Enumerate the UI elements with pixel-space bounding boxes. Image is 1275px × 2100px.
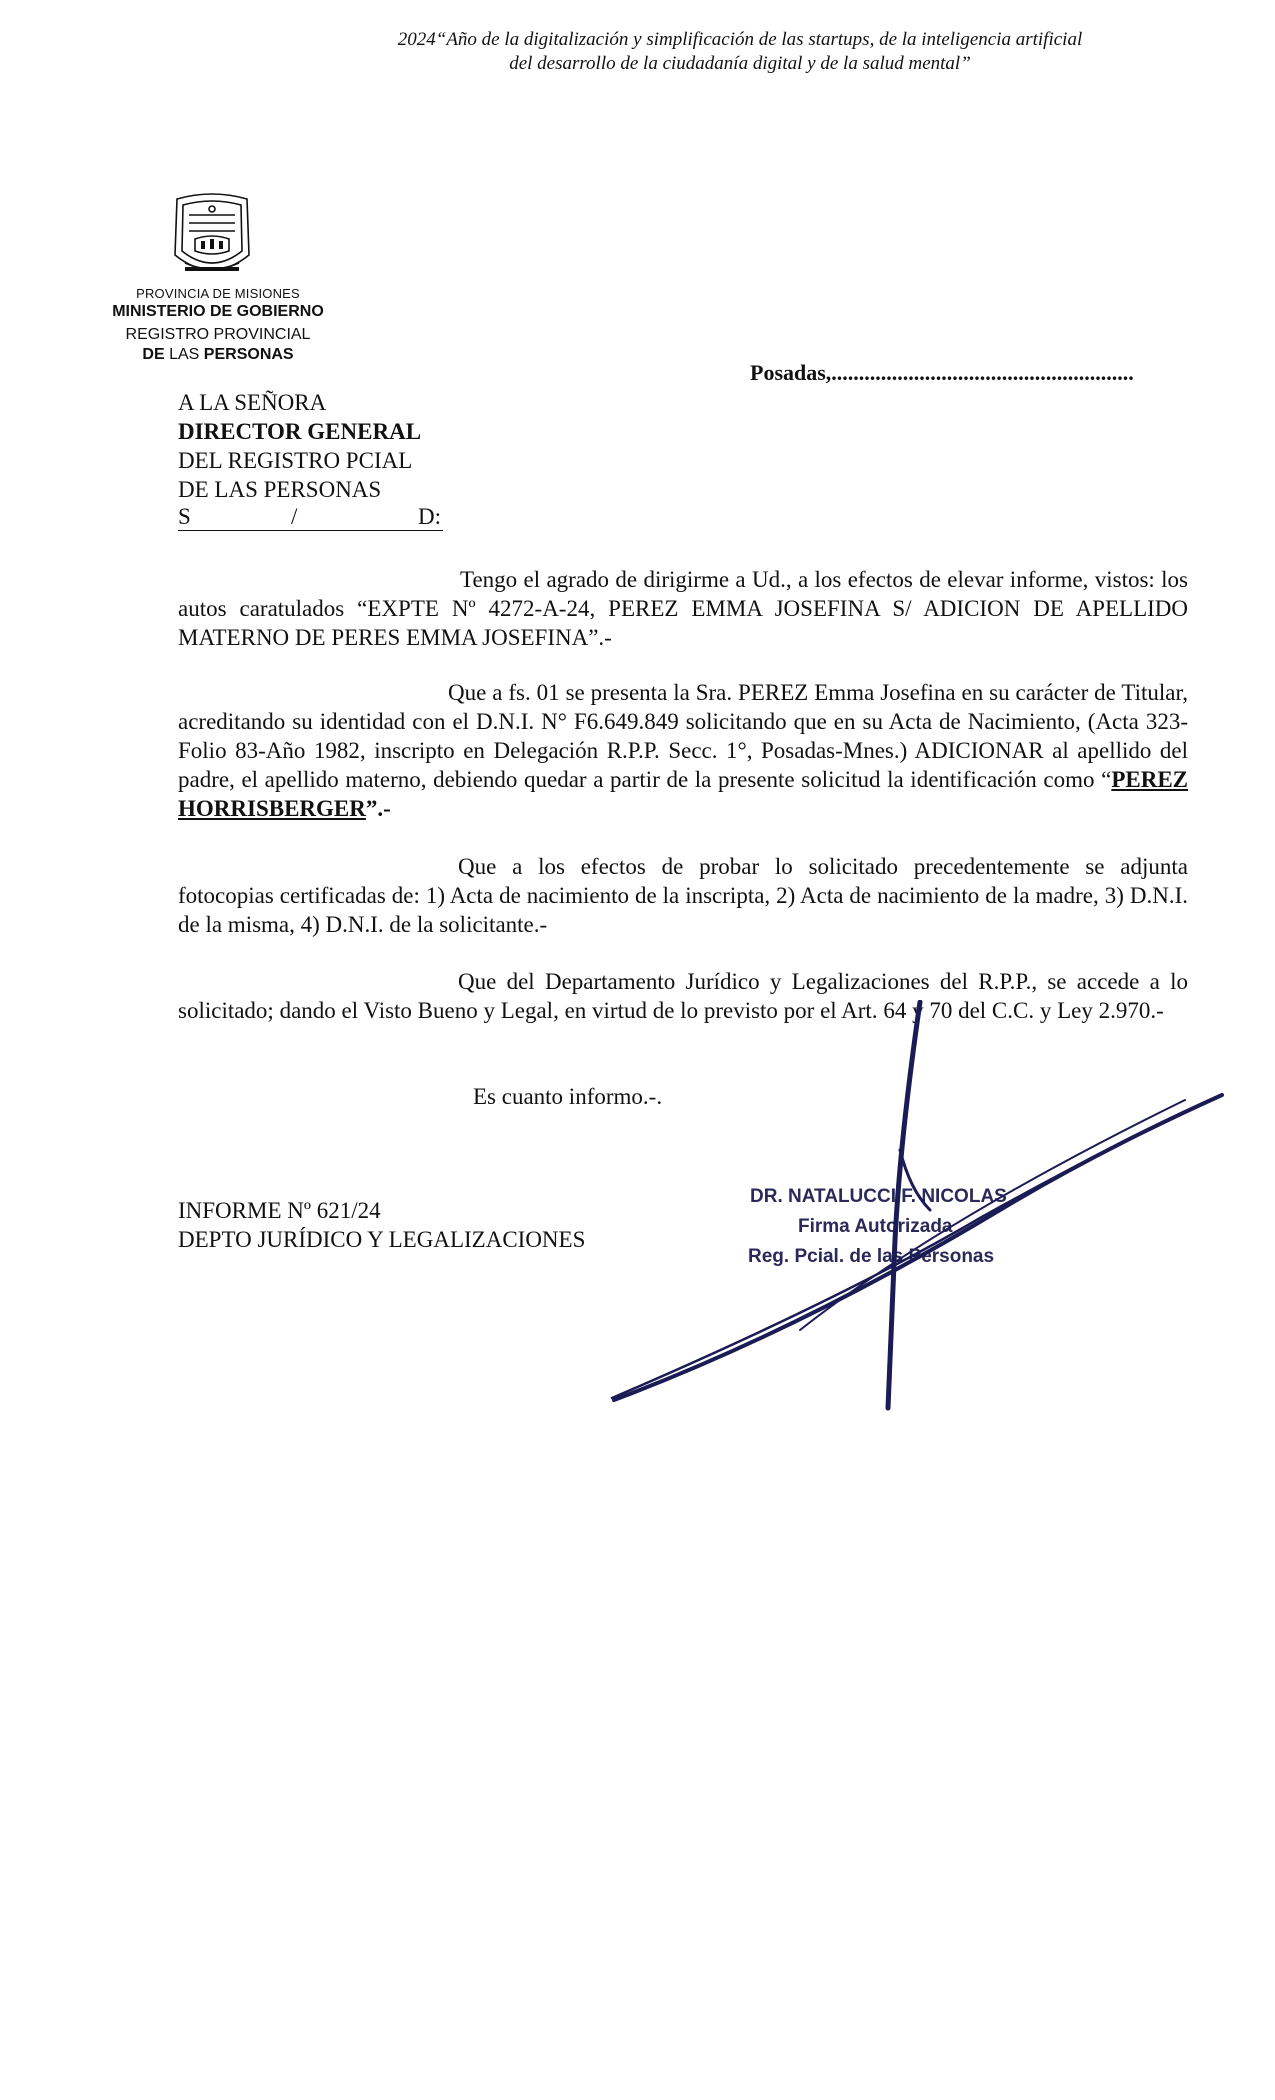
paragraph-2 — [178, 678, 1188, 823]
addressee-line-4: DE LAS PERSONAS — [178, 477, 382, 502]
stamp-registry: Reg. Pcial. de las Personas — [748, 1246, 995, 1267]
addressee-slash: / — [291, 504, 298, 529]
paragraph-3-text: Que a los efectos de probar lo solicitado precedentemente se adjunta fotocopias certificadas de: 1) Acta de nacimiento de la inscripta, 2) Acta de nacimiento de la madre, 3) D.N.I. de la misma, 4) D.N.I. de la solicitante.- — [178, 854, 1188, 937]
stamp-name: DR. NATALUCCI F. NICOLAS — [750, 1186, 1007, 1207]
addressee-d: D: — [418, 504, 441, 529]
paragraph-3 — [178, 852, 1188, 939]
addressee-line-1: A LA SEÑORA — [178, 390, 327, 415]
report-number: INFORME Nº 621/24 — [178, 1198, 381, 1223]
addressee-block — [178, 388, 443, 531]
paragraph-2-post: ”.- — [365, 796, 391, 821]
paragraph-2-pre: Que a fs. 01 se presenta la Sra. PEREZ Emma Josefina en su carácter de Titular, acreditando su identidad con el D.N.I. N° F6.649.849 solicitando que en su Acta de Nacimiento, (Acta 323-Folio 83-Año 1982, inscripto en Delegación R.P.P. Secc. 1°, Posadas-Mnes.) ADICIONAR al apellido del padre, el apellido materno, debiendo quedar a partir de la presente solicitud la identificación como “ — [178, 680, 1188, 792]
paragraph-1-text: Tengo el agrado de dirigirme a Ud., a los efectos de elevar informe, vistos: los autos caratulados “EXPTE Nº 4272-A-24, PEREZ EMMA JOSEFINA S/ ADICION DE APELLIDO MATERNO DE PERES EMMA JOSEFINA”.- — [178, 567, 1188, 650]
motto-line-1: 2024“Año de la digitalización y simplificación de las startups, de la inteligencia artificial — [397, 29, 1083, 50]
addressee-s: S — [178, 504, 191, 529]
org-registry-persons — [88, 345, 348, 364]
org-personas: PERSONAS — [203, 346, 294, 363]
motto-line-2: del desarrollo de la ciudadanía digital y de la salud mental” — [509, 53, 971, 74]
paragraph-4-text: Que del Departamento Jurídico y Legalizaciones del R.P.P., se accede a lo solicitado; dando el Visto Bueno y Legal, en virtud de lo previsto por el Art. 64 y 70 del C.C. y Ley 2.970.- — [178, 969, 1188, 1023]
org-de: DE — [142, 346, 165, 363]
addressee-line-3: DEL REGISTRO PCIAL — [178, 448, 413, 473]
paragraph-5-text: Es cuanto informo.-. — [473, 1084, 663, 1109]
report-department: DEPTO JURÍDICO Y LEGALIZACIONES — [178, 1227, 586, 1252]
place-date-line: Posadas,....................................................... — [750, 360, 1134, 385]
stamp-title: Firma Autorizada — [798, 1216, 953, 1237]
report-footer — [178, 1196, 585, 1254]
handwritten-signature — [600, 1000, 1240, 1420]
addressee-line-2: DIRECTOR GENERAL — [178, 419, 422, 444]
org-registry: REGISTRO PROVINCIAL — [125, 326, 311, 343]
paragraph-2-text — [178, 678, 1188, 823]
org-province: PROVINCIA DE MISIONES — [136, 286, 300, 301]
addressee-sd-line — [178, 504, 443, 531]
paragraph-1 — [178, 565, 1188, 652]
header-motto — [340, 28, 1140, 76]
provincial-crest-icon — [165, 193, 260, 283]
org-ministry: MINISTERIO DE GOBIERNO — [112, 303, 324, 320]
org-las: LAS — [169, 346, 200, 363]
organization-header — [88, 286, 348, 364]
highlighted-surname: PEREZ HORRISBERGER — [178, 767, 1188, 821]
